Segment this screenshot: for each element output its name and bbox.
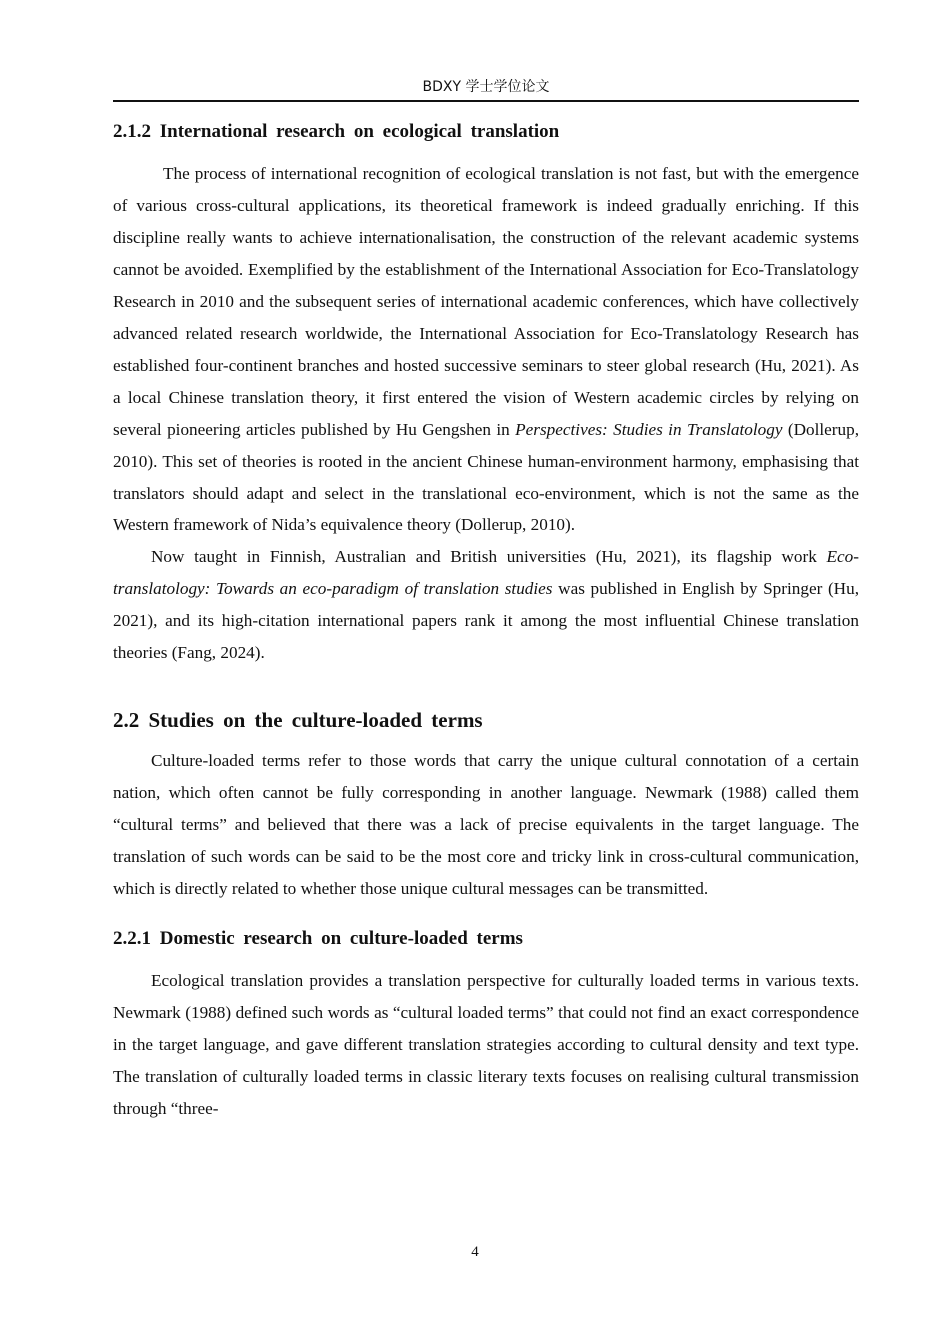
section-heading-2-2: 2.2 Studies on the culture-loaded terms (113, 708, 483, 733)
section-heading-2-2-1: 2.2.1 Domestic research on culture-loaded terms (113, 928, 523, 950)
section-heading-2-1-2: 2.1.2 International research on ecological translation (113, 121, 560, 142)
paragraph: Ecological translation provides a translation perspective for culturally loaded terms in various texts. Newmark (1988) defined such words as “cultural loaded terms” that could not find an exact correspondence in the target language, and gave different translation strategies according to cultural density and text type. The translation of culturally loaded terms in classic literary texts focuses on realising cultural transmission through “three- (113, 971, 859, 1118)
book-title: Eco-translatology: Towards an eco-paradigm of translation studies (113, 547, 859, 599)
journal-title: Perspectives: Studies in Translatology (515, 419, 783, 439)
page-content (113, 118, 859, 1125)
running-header: BDXY 学士学位论文 (422, 79, 550, 95)
paragraph-text: was published in English by Springer (Hu, 2021), and its high-citation international papers rank it among the most influential Chinese translation theories (Fang, 2024). (113, 579, 859, 663)
paragraph (113, 158, 859, 541)
page-number: 4 (471, 1244, 479, 1260)
paragraph-text: The process of international recognition of ecological translation is not fast, but with the emergence of various cross-cultural applications, its theoretical framework is indeed gradually enriching. If this discipline really wants to achieve internationalisation, the construction of the relevant academic systems cannot be avoided. Exemplified by the establishment of the International Association for Eco-Translatology Research in 2010 and the subsequent series of international academic conferences, which have collectively advanced related research worldwide, the International Association for Eco-Translatology Research has established four-continent branches and hosted successive seminars to steer global research (Hu, 2021). As a local Chinese translation theory, it first entered the vision of Western academic circles by relying on several pioneering articles published by Hu Gengshen in (113, 164, 859, 439)
paragraph: Culture-loaded terms refer to those words that carry the unique cultural connotation of a certain nation, which often cannot be fully corresponding in another language. Newmark (1988) called them “cultural terms” and believed that there was a lack of precise equivalents in the target language. The translation of such words can be said to be the most core and tricky link in cross-cultural communication, which is directly related to whether those unique cultural messages can be transmitted. (113, 751, 859, 899)
paragraph-text: Now taught in Finnish, Australian and British universities (Hu, 2021), its flagship work (151, 547, 827, 567)
header-rule (113, 100, 859, 102)
paragraph-text: (Dollerup, 2010). This set of theories is rooted in the ancient Chinese human-environment harmony, emphasising that translators should adapt and select in the translational eco-environment, which is not the same as the Western framework of Nida’s equivalence theory (Dollerup, 2010). (113, 419, 859, 535)
paragraph (113, 541, 859, 669)
